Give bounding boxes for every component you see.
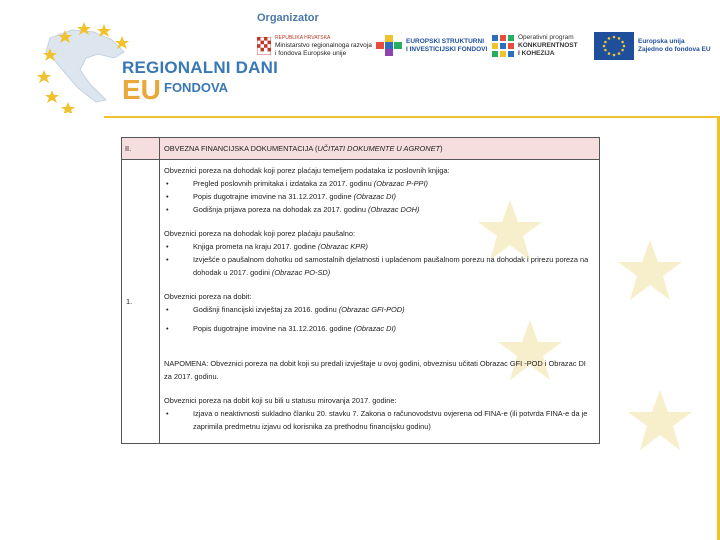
financial-documents-table — [121, 137, 600, 444]
table-header-row — [122, 138, 600, 160]
ministry-line3: i fondova Europske unije — [275, 50, 347, 57]
group4-intro: Obveznici poreza na dobit koji su bili u statusu mirovanja 2017. godine: — [164, 396, 397, 405]
logo-subtitle: FONDOVA — [164, 80, 229, 95]
eu-flag-icon — [594, 32, 634, 60]
esif-line1: EUROPSKI STRUKTURNI — [406, 38, 485, 45]
list-item: • Knjiga prometa na kraju 2017. godine (Obrazac KPR) — [166, 242, 369, 251]
table-row — [122, 160, 600, 444]
group1-intro: Obveznici poreza na dohodak koji porez plaćaju temeljem podataka iz poslovnih knjiga: — [164, 166, 450, 175]
logo-eu: EU — [122, 74, 161, 105]
event-logo — [18, 8, 278, 118]
ministry-line1: REPUBLIKA HRVATSKA — [275, 35, 331, 41]
section-number: II. — [122, 138, 160, 160]
op-line3: I KOHEZIJA — [518, 50, 555, 57]
frame-top-line — [104, 116, 720, 118]
note-text: NAPOMENA: Obveznici poreza na dobit koji su predali izvještaje u ovoj godini, obveznisu učitati Obrazac GFI -POD i Obrazac DI za 2017. godinu. — [164, 359, 586, 381]
op-line2: KONKURENTNOST — [518, 42, 578, 49]
list-item: • Popis dugotrajne imovine na 31.12.2017. godine (Obrazac DI) — [166, 192, 396, 201]
list-item: • Popis dugotrajne imovine na 31.12.2016. godine (Obrazac DI) — [166, 324, 396, 333]
ministry-logo — [257, 28, 372, 64]
section-title: OBVEZNA FINANCIJSKA DOKUMENTACIJA (UČITATI DOKUMENTE U AGRONET) — [160, 138, 600, 160]
croatian-coat-of-arms-icon — [257, 37, 271, 55]
row-content — [160, 160, 600, 444]
list-item: • Pregled poslovnih primitaka i izdataka za 2017. godinu (Obrazac P-PPI) — [166, 179, 428, 188]
group2-intro: Obveznici poreza na dohodak koji porez plaćaju paušalno: — [164, 229, 356, 238]
op-mosaic-icon — [492, 35, 514, 57]
eu-line1: Europska unija — [638, 38, 685, 45]
list-item: • Godišnji financijski izvještaj za 2016. godinu (Obrazac GFI-POD) — [166, 305, 405, 314]
eu-logo — [594, 28, 711, 64]
esif-line2: I INVESTICIJSKI FONDOVI — [406, 46, 488, 53]
ministry-line2: Ministarstvo regionalnoga razvoja — [275, 42, 372, 49]
esif-puzzle-icon — [376, 35, 402, 57]
esif-logo — [376, 28, 487, 64]
eu-line2: Zajedno do fondova EU — [638, 46, 711, 53]
logo-title: REGIONALNI DANI — [122, 58, 278, 77]
list-item: • Izvješće o paušalnom dohotku od samostalnih djelatnosti i uplaćenom paušalnom porezu na dohodak i prirezu poreza na dohodak u 2017. godini (Obrazac PO-SD) — [166, 255, 589, 277]
op-line1: Operativni program — [518, 34, 574, 41]
list-item: • Godišnja prijava poreza na dohodak za 2017. godinu (Obrazac DOH) — [166, 205, 420, 214]
row-number: 1. — [122, 160, 160, 444]
list-item: • Izjava o neaktivnosti sukladno članku 20. stavku 7. Zakona o računovodstvu ovjerena od FINA-e (ili potvrda FINA-e da je zaprimila predmetnu izjavu od korisnika za prethodnu financijsku godinu) — [166, 409, 588, 431]
group3-intro: Obveznici poreza na dobit: — [164, 292, 252, 301]
organizer-label: Organizator — [257, 12, 319, 24]
op-logo — [492, 28, 578, 64]
